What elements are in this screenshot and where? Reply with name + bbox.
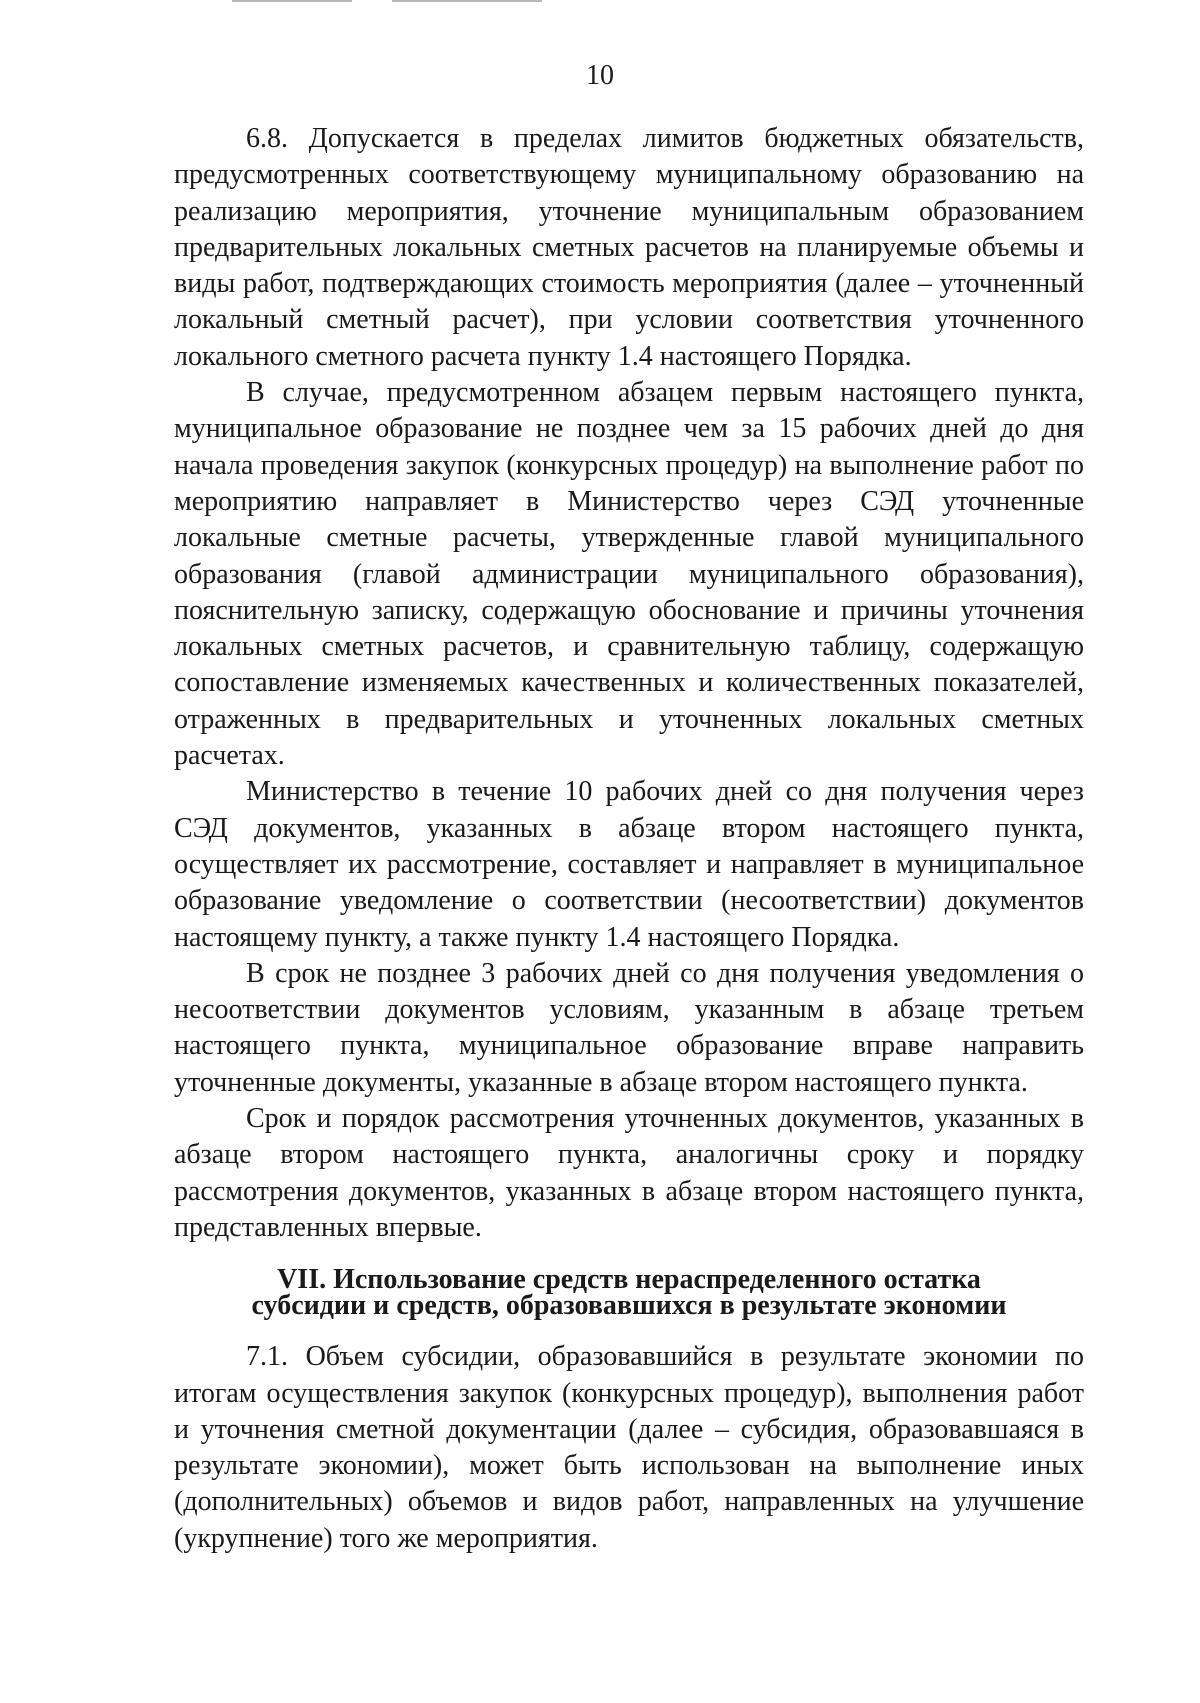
scan-artifact [232, 0, 352, 2]
paragraph-6-8-second: В случае, предусмотренном абзацем первым настоящего пункта, муниципальное образование не позднее чем за 15 рабочих дней до дня начала проведения закупок (конкурсных процедур) на выполнение работ по мероприятию направляет в Министерство через СЭД уточненные локальные сметные расчеты, утвержденные главой муниципального образования (главой администрации муниципального образования), пояснительную записку, содержащую обоснование и причины уточнения локальных сметных расчетов, и сравнительную таблицу, содержащую сопоставление изменяемых качественных и количественных показателей, отраженных в предварительных и уточненных локальных сметных расчетах. [174, 377, 1084, 772]
paragraph-6-8-third: Министерство в течение 10 рабочих дней со дня получения через СЭД документов, указанных в абзаце втором настоящего пункта, осуществляет их рассмотрение, составляет и направляет в муниципальное образование уведомление о соответствии (несоответствии) документов настоящему пункту, а также пункту 1.4 настоящего Порядка. [174, 776, 1084, 953]
section-heading-line: VII. Использование средств нераспределенного остатка [277, 1264, 981, 1296]
paragraph-6-8-fourth: В срок не позднее 3 рабочих дней со дня получения уведомления о несоответствии документов условиям, указанным в абзаце третьем настоящего пункта, муниципальное образование вправе направить уточненные документы, указанные в абзаце втором настоящего пункта. [174, 957, 1084, 1098]
page-number: 10 [586, 60, 614, 91]
section-heading [174, 1264, 1084, 1322]
paragraph-6-8-fifth: Срок и порядок рассмотрения уточненных документов, указанных в абзаце втором настоящего пункта, аналогичны сроку и порядку рассмотрения документов, указанных в абзаце втором настоящего пункта, представленных впервые. [174, 1103, 1084, 1243]
document-body [174, 121, 1084, 1557]
scan-artifact [392, 0, 542, 2]
paragraph-6-8: 6.8. Допускается в пределах лимитов бюджетных обязательств, предусмотренных соответствующему муниципальному образованию на реализацию мероприятия, уточнение муниципальным образованием предварительных локальных сметных расчетов на планируемые объемы и виды работ, подтверждающих стоимость мероприятия (далее – уточненный локальный сметный расчет), при условии соответствия уточненного локального сметного расчета пункту 1.4 настоящего Порядка. [174, 123, 1084, 372]
paragraph-7-1: 7.1. Объем субсидии, образовавшийся в результате экономии по итогам осуществления закупок (конкурсных процедур), выполнения работ и уточнения сметной документации (далее – субсидия, образовавшаяся в результате экономии), может быть использован на выполнение иных (дополнительных) объемов и видов работ, направленных на улучшение (укрупнение) того же мероприятия. [174, 1341, 1084, 1554]
section-heading-line: субсидии и средств, образовавшихся в результате экономии [251, 1290, 1007, 1322]
